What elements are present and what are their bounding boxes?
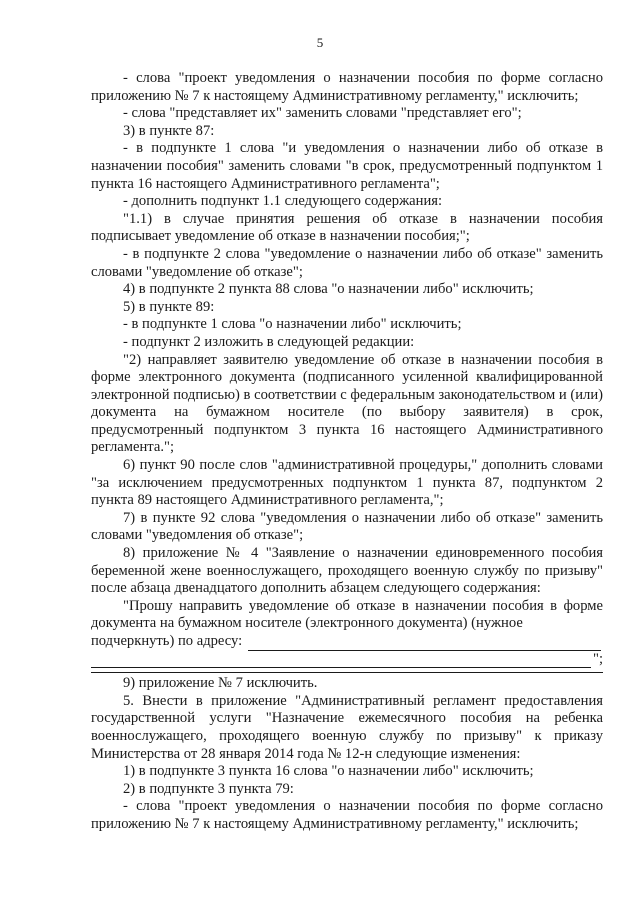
paragraph: "1.1) в случае принятия решения об отказе в назначении пособия подписывает уведомление об отказе в назначении пособия;"; [91, 210, 603, 245]
paragraph: приложению № 7 к настоящему Административному регламенту," исключить; [91, 815, 579, 832]
paragraph: 3) в пункте 87: [123, 122, 215, 139]
address-line [91, 633, 603, 651]
paragraph: 7) в пункте 92 слова "уведомления о назначении либо об отказе" заменить словами "уведомления об отказе"; [91, 509, 603, 544]
address-line-2 [91, 651, 603, 669]
address-underline [248, 638, 601, 651]
page-number: 5 [316, 35, 324, 50]
document-body [91, 70, 603, 834]
paragraph: 9) приложение № 7 исключить. [123, 675, 318, 692]
address-label: подчеркнуть) по адресу: [91, 633, 243, 649]
paragraph: приложению № 7 к настоящему Административному регламенту," исключить; [91, 87, 579, 104]
paragraph: - дополнить подпункт 1.1 следующего содержания: [123, 193, 443, 210]
paragraph: - в подпункте 1 слова "о назначении либо" исключить; [123, 316, 462, 333]
divider [91, 672, 603, 673]
address-underline-2 [91, 655, 591, 668]
paragraph: "2) направляет заявителю уведомление об отказе в назначении пособия в форме электронного документа (подписанного усиленной квалифицированной электронной подписью) в соответствии с федеральным законодательством и (или) документа на бумажном носителе (по выбору заявителя) в срок, предусмотренный подпунктом 3 пункта 16 настоящего Административного регламента."; [91, 351, 603, 456]
paragraph: - слова "проект уведомления о назначении пособия по форме согласно [123, 70, 603, 86]
paragraph: 4) в подпункте 2 пункта 88 слова "о назначении либо" исключить; [123, 281, 534, 298]
paragraph: 6) пункт 90 после слов "административной процедуры," дополнить словами "за исключением предусмотренных подпунктом 1 пункта 87, подпунктом 2 пункта 89 настоящего Административного регламента,"; [91, 457, 603, 509]
paragraph: 5) в пункте 89: [123, 298, 215, 315]
paragraph: - слова "проект уведомления о назначении пособия по форме согласно [123, 798, 603, 815]
paragraph: 5. Внести в приложение "Административный регламент предоставления государственной услуги "Назначение ежемесячного пособия на ребенка военнослужащего, проходящего военную службу по призыву" к приказу Министерства от 28 января 2014 года № 12-н следующие изменения: [91, 692, 603, 762]
paragraph: 8) приложение № 4 "Заявление о назначении единовременного пособия беременной жене военнослужащего, проходящего военную службу по призыву" после абзаца двенадцатого дополнить абзацем следующего содержания: [91, 545, 603, 597]
paragraph: - слова "представляет их" заменить словами "представляет его"; [123, 105, 522, 122]
paragraph: - подпункт 2 изложить в следующей редакции: [123, 333, 415, 350]
paragraph: "Прошу направить уведомление об отказе в назначении пособия в форме документа на бумажном носителе (электронного документа) (нужное [91, 597, 603, 632]
paragraph: - в подпункте 2 слова "уведомление о назначении либо об отказе" заменить словами "уведомление об отказе"; [91, 245, 603, 280]
paragraph: - в подпункте 1 слова "и уведомления о назначении либо об отказе в назначении пособия" заменить словами "в срок, предусмотренный подпунктом 1 пункта 16 настоящего Административного регламента"; [91, 140, 603, 192]
paragraph: 2) в подпункте 3 пункта 79: [123, 780, 294, 797]
paragraph: 1) в подпункте 3 пункта 16 слова "о назначении либо" исключить; [123, 763, 534, 780]
closing-quote: "; [592, 650, 603, 667]
